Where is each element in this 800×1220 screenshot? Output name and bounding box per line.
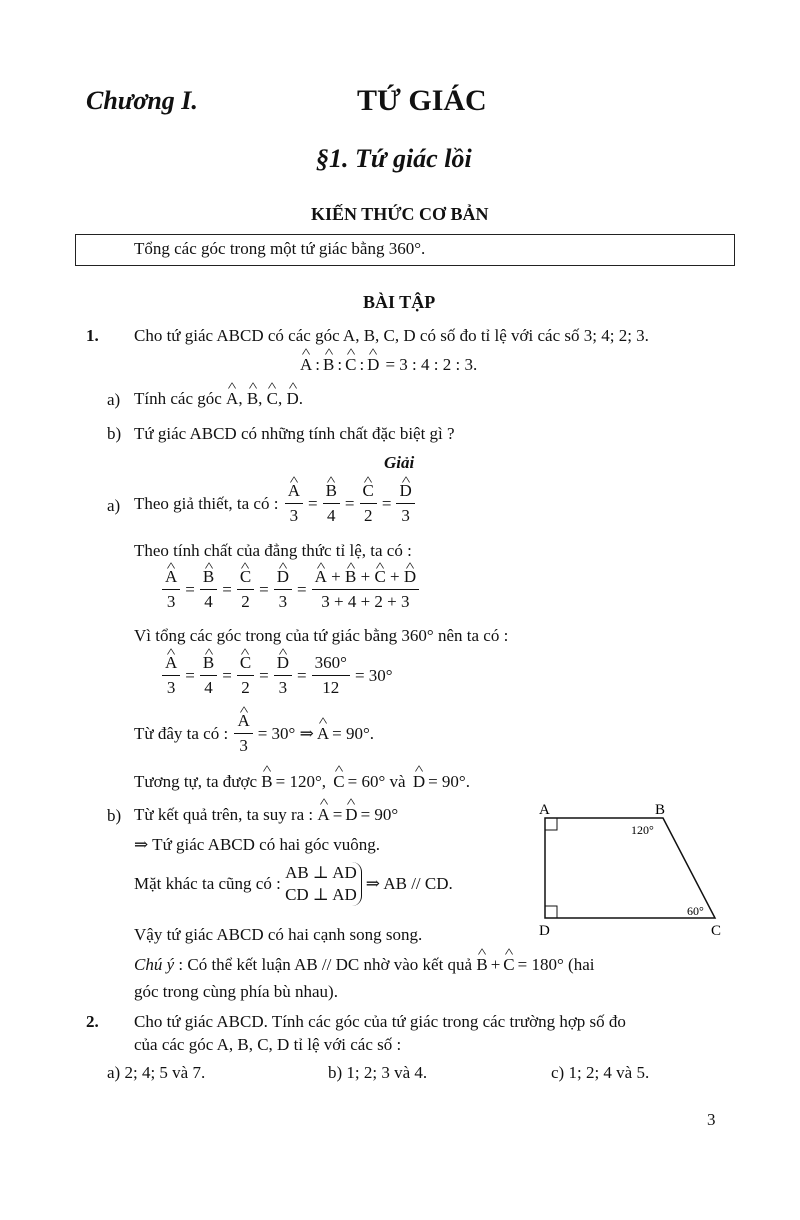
- ex1-number: 1.: [86, 326, 99, 345]
- chapter-label: Chương I.: [86, 86, 198, 115]
- ex2-prompt-1: Cho tứ giác ABCD. Tính các góc của tứ giác trong các trường hợp số đo: [134, 1012, 626, 1031]
- angle-c-label: 60°: [687, 904, 704, 918]
- ex1-ratio-line: ^ A : ^ B : ^ C : ^ D = 3 : 4 : 2 : 3.: [300, 355, 477, 375]
- label-b: B: [655, 802, 666, 818]
- ex2-number: 2.: [86, 1012, 99, 1031]
- ex2-prompt-2: của các góc A, B, C, D tỉ lệ với các số :: [134, 1035, 402, 1054]
- label-a: A: [539, 802, 550, 818]
- chapter-title: TỨ GIÁC: [357, 84, 487, 117]
- ex2-option-a: a) 2; 4; 5 và 7.: [107, 1063, 206, 1082]
- note-line-1: Chú ý : Có thể kết luận AB // DC nhờ vào kết quả ^ B + ^ C = 180° (hai: [134, 955, 597, 975]
- right-angle-a: [545, 818, 557, 830]
- sb-label: b): [107, 806, 122, 825]
- label-c: C: [711, 923, 722, 939]
- trapezoid-figure: [525, 800, 735, 940]
- sb-right-angles: ⇒ Tứ giác ABCD có hai góc vuông.: [134, 835, 381, 854]
- ex2-option-b: b) 1; 2; 3 và 4.: [328, 1063, 428, 1082]
- sum-equation: ^ $\frac{A}{3}$ = ^ $\frac{B}{4}$ = ^ $\frac{C}{2}$ = ^ $\frac{D}{3}$ = $\frac{360^\circ}{12}$ = 30°: [160, 652, 396, 699]
- section-title: §1. Tứ giác lồi: [316, 144, 472, 173]
- prop-equation: ^ $\frac{A}{3}$ = ^ $\frac{B}{4}$ = ^ $\frac{C}{2}$ = ^ $\frac{D}{3}$ = ^ $\frac{A + \^{} B + \^{} C + \^{} D}{3 + 4 + 2 + 3}$: [160, 566, 421, 613]
- label-d: D: [539, 923, 550, 939]
- theory-heading: KIẾN THỨC CƠ BẢN: [311, 204, 489, 224]
- sb-line: Từ kết quả trên, ta suy ra : ^ A = ^ D = 90°: [134, 805, 401, 825]
- angle-b-label: 120°: [631, 823, 654, 837]
- sa-label: a): [107, 496, 121, 515]
- ex1-qb-text: Tứ giác ABCD có những tính chất đặc biệt gì ?: [134, 424, 455, 443]
- exercises-heading: BÀI TẬP: [363, 292, 436, 312]
- right-angle-d: [545, 906, 557, 918]
- ex1-qa-label: a): [107, 390, 121, 409]
- similar-line: Tương tự, ta được ^ B = 120°, ^ C = 60° và ^ D = 90°.: [134, 772, 473, 792]
- sa-given-line: Theo giả thiết, ta có : ^ $\frac{A}{3}$ = ^ $\frac{B}{4}$ = ^ $\frac{C}{2}$ = ^ $\frac{D}{3}$: [134, 480, 417, 527]
- solution-heading: Giải: [384, 453, 415, 472]
- ex1-prompt: Cho tứ giác ABCD có các góc A, B, C, D có số đo tỉ lệ với các số 3; 4; 2; 3.: [134, 326, 649, 345]
- from-line: Từ đây ta có : ^ $\frac{A}{3}$ = 30° ⇒ ^ A = 90°.: [134, 710, 377, 757]
- ex1-qa-text: Tính các góc ^ A , ^ B , ^ C , ^ D .: [134, 389, 303, 409]
- conclusion: Vậy tứ giác ABCD có hai cạnh song song.: [134, 925, 423, 944]
- theory-box: [75, 234, 735, 266]
- trapezoid-shape: [545, 818, 715, 918]
- theory-box-text: Tổng các góc trong một tứ giác bằng 360°.: [134, 239, 426, 258]
- ex2-option-c: c) 1; 2; 4 và 5.: [551, 1063, 650, 1082]
- ex1-qb-label: b): [107, 424, 122, 443]
- sb-perp-line: Mặt khác ta cũng có : AB ⊥ AD CD ⊥ AD ⇒ AB // CD.: [134, 863, 453, 904]
- note-line-2: góc trong cùng phía bù nhau).: [134, 982, 338, 1001]
- page-number: 3: [707, 1110, 716, 1129]
- prop-line: Theo tính chất của đẳng thức tỉ lệ, ta có :: [134, 541, 412, 560]
- sum-line: Vì tổng các góc trong của tứ giác bằng 360° nên ta có :: [134, 626, 509, 645]
